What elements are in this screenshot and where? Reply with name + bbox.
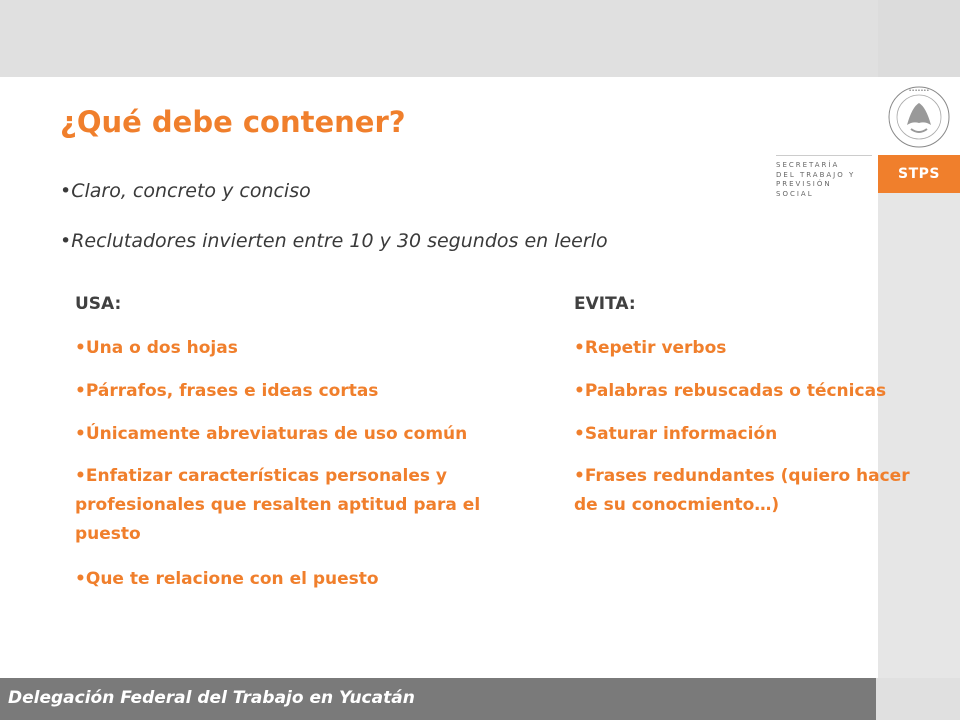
stps-acronym: STPS — [898, 166, 940, 182]
usa-item: •Párrafos, frases e ideas cortas — [75, 381, 379, 401]
evita-item: •Saturar información — [574, 424, 778, 444]
logo-divider — [776, 155, 872, 156]
secretaria-text: SECRETARÍA DEL TRABAJO Y PREVISIÓN SOCIAL — [776, 161, 856, 198]
header-band — [0, 0, 878, 77]
stps-logo — [878, 155, 960, 193]
evita-item: •Repetir verbos — [574, 338, 727, 358]
usa-item: •Una o dos hojas — [75, 338, 238, 358]
evita-item: •Frases redundantes (quiero hacer de su conocmiento…) — [574, 466, 910, 515]
footer-right-block — [876, 678, 960, 720]
usa-item: •Únicamente abreviaturas de uso común — [75, 424, 468, 444]
slide-title: ¿Qué debe contener? — [60, 105, 406, 139]
bullet-item: •Reclutadores invierten entre 10 y 30 segundos en leerlo — [60, 230, 608, 252]
usa-item: •Que te relacione con el puesto — [75, 569, 379, 589]
mexico-seal-logo — [878, 77, 960, 155]
usa-item: •Enfatizar características personales y profesionales que resalten aptitud para el puesto — [75, 466, 481, 544]
footer-text: Delegación Federal del Trabajo en Yucatán — [8, 688, 415, 708]
usa-heading: USA: — [75, 294, 122, 314]
svg-text:•••••••: ••••••• — [908, 88, 930, 94]
eagle-seal-icon — [878, 77, 960, 155]
bullet-item: •Claro, concreto y conciso — [60, 180, 311, 202]
evita-item: •Palabras rebuscadas o técnicas — [574, 381, 887, 401]
evita-heading: EVITA: — [574, 294, 636, 314]
